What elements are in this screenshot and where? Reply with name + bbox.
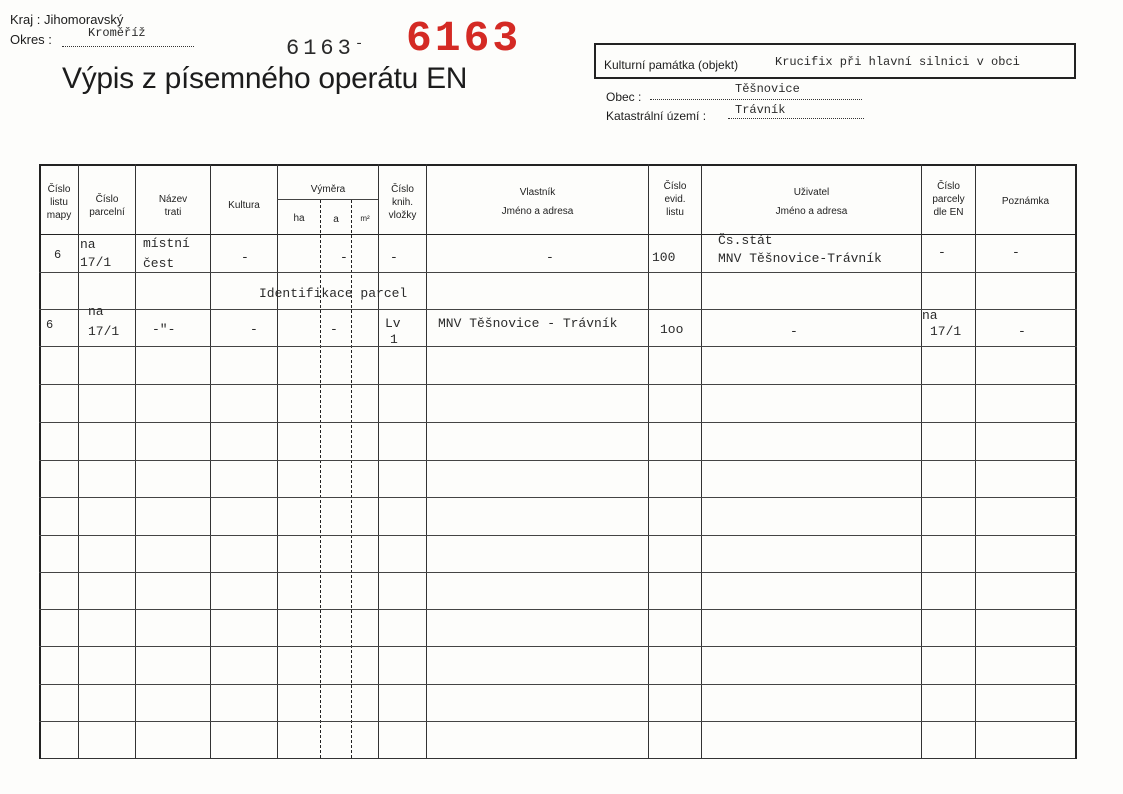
col-divider [426,164,427,759]
row2-parcela-en-b: 17/1 [930,324,962,339]
record-number-typed-suffix: - [354,36,368,52]
row2-vymera-a: - [330,322,338,337]
header-nazev-trati-line: trati [164,207,182,218]
header-cislo-listu-line: listu [50,197,68,208]
row1-trat-a: místní [143,236,190,251]
header-cislo-listu [40,183,78,222]
col-divider [648,164,649,759]
row1-list: 6 [54,248,62,262]
row2-knih-b: 1 [390,332,398,347]
col-divider [921,164,922,759]
header-vymera-a: a [333,214,339,225]
kraj-label: Kraj : Jihomoravský [10,12,124,27]
header-vlastnik-line: Jméno a adresa [501,206,574,217]
row2-trat: -"- [152,322,176,337]
col-divider [701,164,702,759]
row2-poznamka: - [1018,324,1026,339]
header-cislo-parcely-en-line: Číslo [937,181,960,192]
header-cislo-parcely-en-line: parcely [932,194,965,205]
table-left-border [39,164,41,759]
header-nazev-trati-line: Název [158,194,188,205]
header-cislo-listu-line: Číslo [47,184,71,195]
header-cislo-knih-line: knih. [391,197,414,208]
header-cislo-parcely-en-line: dle EN [933,207,964,218]
row1-kultura: - [241,250,249,265]
row1-vlastnik: - [546,250,554,265]
obec-label: Obec : [606,90,642,104]
header-cislo-evid [649,180,701,219]
katastr-value: Trávník [735,103,786,117]
header-cislo-evid-line: evid. [664,194,686,205]
row-line [39,684,1077,685]
header-cislo-listu-line: mapy [46,210,72,221]
vymera-subheader-line [277,199,378,200]
row2-parcela-a: na [88,304,104,319]
row1-evid: 100 [652,250,676,265]
header-nazev-trati [136,193,210,219]
record-number-typed-digits: 6163 [286,36,355,61]
record-number-stamp: 6163 [406,14,522,63]
row1-knih: - [390,250,398,265]
header-vymera-ha: ha [293,213,305,224]
row1-poznamka: - [1012,245,1020,260]
obec-value: Těšnovice [735,82,800,96]
header-vlastnik [427,183,648,221]
header-vymera: Výměra [310,184,346,195]
row2-kultura: - [250,322,258,337]
okres-label: Okres : [10,32,52,47]
row-line [39,422,1077,423]
row-line [39,497,1077,498]
header-cislo-parcelni-line: parcelní [89,207,125,218]
row1-parcela-en: - [938,245,946,260]
row1-uzivatel-b: MNV Těšnovice-Trávník [718,251,882,266]
col-divider [277,164,278,759]
header-cislo-knih-line: Číslo [391,184,414,195]
row2-uzivatel: - [790,324,798,339]
row-line [39,609,1077,610]
row1-uzivatel-a: Čs.stát [718,233,773,248]
col-divider [378,164,379,759]
row-line [39,272,1077,273]
table-right-border [1075,164,1077,759]
row2-vlastnik: MNV Těšnovice - Trávník [438,316,618,331]
row-line [39,535,1077,536]
row1-parcela-a: na [80,237,96,252]
row2-evid: 1oo [660,322,684,337]
row2-parcela-b: 17/1 [88,324,120,339]
row-line [39,721,1077,722]
row2-knih-a: Lv [385,316,401,331]
header-kultura: Kultura [228,200,260,211]
header-cislo-knih [379,183,426,222]
header-poznamka: Poznámka [1001,196,1050,207]
pamatka-label: Kulturní památka (objekt) [604,58,739,72]
header-cislo-evid-line: Číslo [663,181,687,192]
pamatka-value: Krucifix při hlavní silnici v obci [775,55,1020,69]
record-number-typed [286,36,367,61]
header-uzivatel-line: Jméno a adresa [775,206,848,217]
header-cislo-parcelni [79,193,135,219]
row-line [39,460,1077,461]
katastr-label: Katastrální území : [606,109,707,123]
col-divider [975,164,976,759]
identifikace-parcel-label: Identifikace parcel [259,286,408,301]
row2-parcela-en-a: na [922,308,938,323]
row1-trat-b: čest [143,256,175,271]
header-cislo-parcely-en [922,180,975,219]
row-line [39,346,1077,347]
col-divider [135,164,136,759]
okres-value: Kroměříž [88,26,146,40]
header-vlastnik-line: Vlastník [519,187,556,198]
row-line [39,646,1077,647]
page-title: Výpis z písemného operátu EN [62,62,468,95]
header-uzivatel-line: Uživatel [793,187,830,198]
row2-list: 6 [46,318,54,332]
col-divider [210,164,211,759]
row1-parcela-b: 17/1 [80,255,112,270]
header-cislo-knih-line: vložky [388,210,417,221]
row1-vymera-a: - [340,250,348,265]
col-divider [78,164,79,759]
row-line [39,572,1077,573]
header-uzivatel [702,183,921,221]
header-cislo-evid-line: listu [666,207,684,218]
header-vymera-m2: m² [360,214,370,223]
header-cislo-parcelni-line: Číslo [95,194,119,205]
row-line [39,384,1077,385]
